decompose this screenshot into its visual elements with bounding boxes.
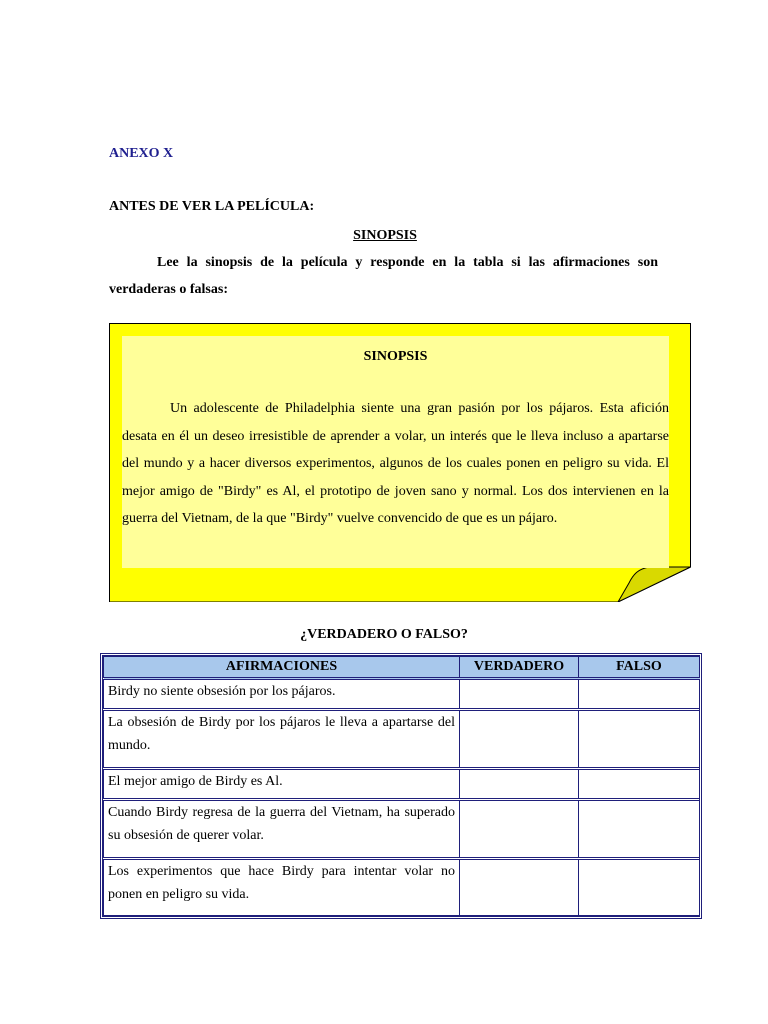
table-row: [104, 858, 700, 916]
section-title: ANTES DE VER LA PELÍCULA:: [109, 199, 315, 214]
false-answer-cell[interactable]: [579, 858, 700, 916]
synopsis-note-body: [122, 336, 669, 568]
header-verdadero: VERDADERO: [460, 657, 579, 679]
statement-cell: Los experimentos que hace Birdy para intentar volar no ponen en peligro su vida.: [104, 858, 460, 916]
statement-cell: Birdy no siente obsesión por los pájaros.: [104, 679, 460, 710]
header-falso: FALSO: [579, 657, 700, 679]
table-row: [104, 768, 700, 799]
note-title: SINOPSIS: [363, 349, 428, 364]
false-answer-cell[interactable]: [579, 768, 700, 799]
synopsis-heading: SINOPSIS: [353, 228, 417, 243]
table-row: [104, 799, 700, 858]
true-answer-cell[interactable]: [460, 679, 579, 710]
instruction-text: Lee la sinopsis de la película y responde en la tabla si las afirmaciones son verdaderas o falsas:: [109, 255, 658, 297]
statement-cell: La obsesión de Birdy por los pájaros le lleva a apartarse del mundo.: [104, 710, 460, 769]
table-row: [104, 679, 700, 710]
table-header-row: [104, 657, 700, 679]
true-answer-cell[interactable]: [460, 768, 579, 799]
false-answer-cell[interactable]: [579, 799, 700, 858]
question-title: ¿VERDADERO O FALSO?: [300, 627, 468, 642]
true-answer-cell[interactable]: [460, 858, 579, 916]
synopsis-note: [109, 323, 691, 602]
table-row: [104, 710, 700, 769]
true-answer-cell[interactable]: [460, 799, 579, 858]
header-afirmaciones: AFIRMACIONES: [104, 657, 460, 679]
true-answer-cell[interactable]: [460, 710, 579, 769]
statement-cell: El mejor amigo de Birdy es Al.: [104, 768, 460, 799]
note-text: Un adolescente de Philadelphia siente una gran pasión por los pájaros. Esta afición desata en él un deseo irresistible de aprender a volar, un interés que le lleva incluso a apartarse del mundo y a hacer diversos experimentos, algunos de los cuales ponen en peligro su vida. El mejor amigo de "Birdy" es Al, el prototipo de joven sano y normal. Los dos intervienen en la guerra del Vietnam, de la que "Birdy" vuelve convencido de que es un pájaro.: [122, 401, 669, 526]
statement-cell: Cuando Birdy regresa de la guerra del Vietnam, ha superado su obsesión de querer volar.: [104, 799, 460, 858]
false-answer-cell[interactable]: [579, 679, 700, 710]
false-answer-cell[interactable]: [579, 710, 700, 769]
true-false-table: [100, 653, 702, 919]
annex-title: ANEXO X: [109, 146, 174, 161]
synopsis-heading-wrap: [0, 226, 768, 244]
